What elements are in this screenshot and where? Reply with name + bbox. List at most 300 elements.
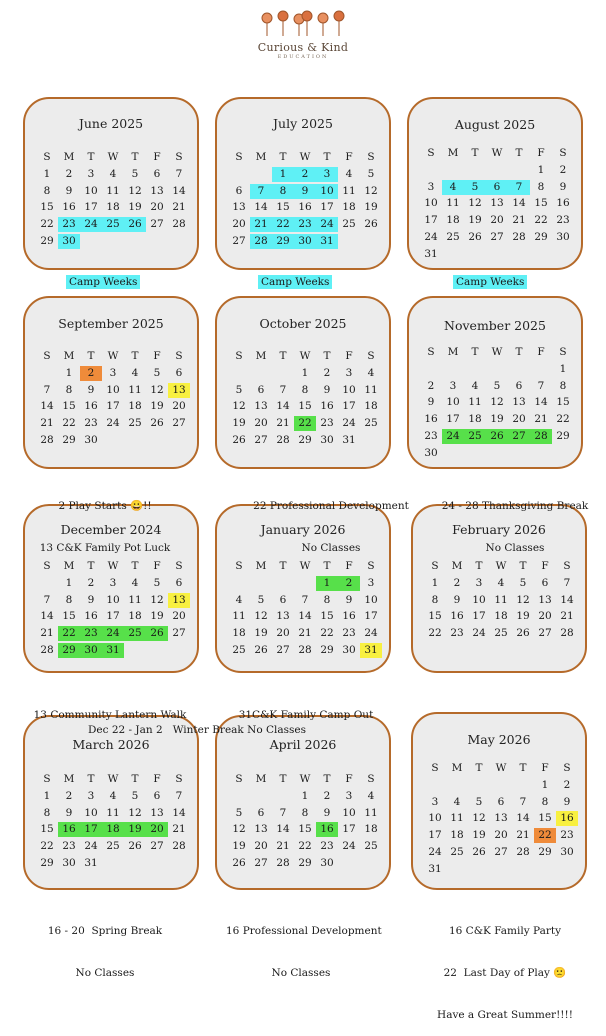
day-cell: 8 xyxy=(301,383,309,396)
day-cell: 30 xyxy=(320,434,334,446)
note-line: 22 Professional Development xyxy=(253,500,409,512)
day-cell: 12 xyxy=(364,184,378,197)
day-cell: 13 xyxy=(538,593,552,606)
weekday-header: M xyxy=(451,762,463,774)
day-cell: 15 xyxy=(40,823,54,836)
day-cell: 6 xyxy=(279,593,287,606)
day-cell: 5 xyxy=(257,593,265,606)
day-cell: 17 xyxy=(106,400,120,413)
day-cell: 22 xyxy=(320,627,334,640)
weekday-header: F xyxy=(345,350,353,362)
weekday-header: S xyxy=(431,762,439,774)
day-cell: 16 xyxy=(320,400,334,413)
day-cell: 9 xyxy=(87,383,95,396)
note-line: 13 Community Lantern Walk xyxy=(33,709,187,721)
day-cell: 21 xyxy=(534,413,548,426)
day-cell: 2 xyxy=(80,366,102,381)
day-cell: 15 xyxy=(298,400,312,413)
day-cell: 21 xyxy=(276,840,290,853)
day-cell: 14 xyxy=(254,201,268,214)
day-cell: 12 xyxy=(150,383,164,396)
weekday-header: T xyxy=(131,151,139,163)
day-cell: 7 xyxy=(175,167,183,180)
day-cell: 5 xyxy=(367,167,375,180)
day-cell: 12 xyxy=(472,812,486,825)
weekday-header: T xyxy=(279,560,287,572)
day-cell: 11 xyxy=(342,184,356,197)
day-cell: 21 xyxy=(512,214,526,227)
day-cell: 7 xyxy=(508,180,530,195)
day-cell: 19 xyxy=(128,201,142,214)
day-cell: 10 xyxy=(84,806,98,819)
day-cell: 22 xyxy=(272,217,294,232)
weekday-header: T xyxy=(471,346,479,358)
day-cell: 11 xyxy=(446,197,460,210)
note-line: 16 Professional Development xyxy=(226,925,382,937)
weekday-header: W xyxy=(299,773,311,785)
day-cell: 2 xyxy=(559,163,567,176)
day-cell: 6 xyxy=(175,366,183,379)
day-cell: 18 xyxy=(450,829,464,842)
day-cell: 3 xyxy=(345,789,353,802)
day-cell: 17 xyxy=(84,201,98,214)
day-cell: 2 xyxy=(65,789,73,802)
day-cell: 7 xyxy=(175,789,183,802)
weekday-header: F xyxy=(345,560,353,572)
day-cell: 29 xyxy=(298,857,312,869)
month-title: February 2026 xyxy=(452,522,546,537)
day-cell: 28 xyxy=(516,846,530,858)
day-cell: 24 xyxy=(364,627,378,640)
day-cell: 5 xyxy=(475,795,483,808)
weekday-header: T xyxy=(279,350,287,362)
day-cell: 6 xyxy=(257,806,265,819)
day-cell: 17 xyxy=(342,400,356,413)
weekday-header: T xyxy=(131,773,139,785)
day-cell: 7 xyxy=(301,593,309,606)
day-cell: 4 xyxy=(497,576,505,589)
weekday-header: W xyxy=(491,147,503,159)
day-cell: 4 xyxy=(453,795,461,808)
day-cell: 30 xyxy=(62,857,76,869)
day-cell: 9 xyxy=(87,593,95,606)
day-cell: 25 xyxy=(106,840,120,853)
day-cell: 23 xyxy=(320,417,334,430)
day-cell: 25 xyxy=(364,840,378,853)
day-cell: 5 xyxy=(153,576,161,589)
weekday-header: S xyxy=(43,560,51,572)
day-cell: 13 xyxy=(150,184,164,197)
day-cell: 12 xyxy=(468,197,482,210)
month-title: January 2026 xyxy=(260,522,346,537)
day-cell: 26 xyxy=(232,434,246,446)
day-cell: 20 xyxy=(146,822,168,837)
weekday-header: S xyxy=(43,773,51,785)
day-cell: 29 xyxy=(58,643,80,658)
day-cell: 19 xyxy=(150,400,164,413)
day-cell: 10 xyxy=(106,383,120,396)
weekday-header: M xyxy=(255,350,267,362)
day-cell: 16 xyxy=(298,201,312,214)
day-cell: 25 xyxy=(450,846,464,858)
day-cell: 22 xyxy=(428,627,442,640)
day-cell: 22 xyxy=(298,840,312,853)
day-cell: 19 xyxy=(150,610,164,623)
day-cell: 10 xyxy=(316,184,338,199)
day-cell: 23 xyxy=(342,627,356,640)
weekday-header: T xyxy=(515,346,523,358)
day-cell: 4 xyxy=(345,167,353,180)
day-cell: 3 xyxy=(316,167,338,182)
day-cell: 23 xyxy=(62,840,76,853)
day-cell: 15 xyxy=(538,812,552,825)
day-cell: 26 xyxy=(124,217,146,232)
day-cell: 26 xyxy=(516,627,530,640)
day-cell: 8 xyxy=(559,379,567,392)
day-cell: 6 xyxy=(153,167,161,180)
day-cell: 11 xyxy=(128,383,142,396)
day-cell: 14 xyxy=(512,197,526,210)
month-title: May 2026 xyxy=(467,732,531,747)
day-cell: 8 xyxy=(301,806,309,819)
day-cell: 17 xyxy=(424,214,438,227)
day-cell: 3 xyxy=(475,576,483,589)
weekday-header: W xyxy=(299,350,311,362)
day-cell: 30 xyxy=(294,234,316,249)
day-cell: 19 xyxy=(516,610,530,623)
day-cell: 17 xyxy=(472,610,486,623)
day-cell: 19 xyxy=(490,413,504,426)
day-cell: 27 xyxy=(490,231,504,243)
camp-weeks-label-august: Camp Weeks xyxy=(453,275,527,289)
day-cell: 5 xyxy=(235,383,243,396)
day-cell: 11 xyxy=(468,396,482,409)
day-cell: 26 xyxy=(146,626,168,641)
day-cell: 5 xyxy=(153,366,161,379)
day-cell: 30 xyxy=(342,644,356,656)
day-cell: 9 xyxy=(323,383,331,396)
weekday-header: F xyxy=(345,773,353,785)
day-cell: 18 xyxy=(364,400,378,413)
day-cell: 18 xyxy=(446,214,460,227)
weekday-header: S xyxy=(43,350,51,362)
day-cell: 9 xyxy=(65,806,73,819)
month-card xyxy=(215,97,391,270)
weekday-header: S xyxy=(367,773,375,785)
camp-weeks-label-july: Camp Weeks xyxy=(258,275,332,289)
weekday-header: S xyxy=(175,773,183,785)
note-line: No Classes xyxy=(301,542,361,554)
weekday-header: W xyxy=(107,773,119,785)
day-cell: 3 xyxy=(427,180,435,193)
day-cell: 7 xyxy=(43,383,51,396)
day-cell: 30 xyxy=(320,857,334,869)
day-cell: 1 xyxy=(43,789,51,802)
note-line: 24 - 28 Thanksgiving Break xyxy=(441,500,589,512)
day-cell: 27 xyxy=(276,644,290,656)
weekday-header: M xyxy=(255,151,267,163)
day-cell: 13 xyxy=(494,812,508,825)
day-cell: 28 xyxy=(530,429,552,444)
day-cell: 3 xyxy=(345,366,353,379)
day-cell: 4 xyxy=(131,366,139,379)
weekday-header: T xyxy=(131,350,139,362)
weekday-header: M xyxy=(447,147,459,159)
day-cell: 17 xyxy=(428,829,442,842)
month-title: December 2024 xyxy=(60,522,162,537)
weekday-header: T xyxy=(519,560,527,572)
day-cell: 17 xyxy=(80,822,102,837)
day-cell: 9 xyxy=(427,396,435,409)
day-cell: 23 xyxy=(560,829,574,842)
weekday-header: F xyxy=(537,147,545,159)
day-cell: 3 xyxy=(109,576,117,589)
month-card xyxy=(407,97,583,270)
note-line: 31C&K Family Camp Out xyxy=(238,709,374,721)
note-may xyxy=(430,896,580,1036)
day-cell: 10 xyxy=(472,593,486,606)
day-cell: 16 xyxy=(62,201,76,214)
day-cell: 24 xyxy=(316,217,338,232)
day-cell: 1 xyxy=(541,778,549,791)
day-cell: 22 xyxy=(534,828,556,843)
logo xyxy=(253,8,353,64)
day-cell: 28 xyxy=(250,234,272,249)
weekday-header: T xyxy=(323,151,331,163)
note-line: 16 C&K Family Party xyxy=(448,925,562,937)
day-cell: 27 xyxy=(494,846,508,858)
note-line: Dec 22 - Jan 2 Winter Break No Classes xyxy=(88,724,307,736)
day-cell: 25 xyxy=(124,626,146,641)
weekday-header: S xyxy=(559,346,567,358)
day-cell: 13 xyxy=(168,383,190,398)
flowers-logo-icon xyxy=(253,8,353,38)
day-cell: 20 xyxy=(172,610,186,623)
day-cell: 24 xyxy=(428,846,442,858)
day-cell: 5 xyxy=(464,180,486,195)
day-cell: 15 xyxy=(40,201,54,214)
day-cell: 17 xyxy=(364,610,378,623)
day-cell: 24 xyxy=(472,627,486,640)
day-cell: 30 xyxy=(560,846,574,858)
day-cell: 12 xyxy=(232,400,246,413)
weekday-header: S xyxy=(563,762,571,774)
weekday-header: T xyxy=(519,762,527,774)
day-cell: 21 xyxy=(250,217,272,232)
day-cell: 30 xyxy=(58,234,80,249)
day-cell: 5 xyxy=(235,806,243,819)
day-cell: 18 xyxy=(106,201,120,214)
day-cell: 23 xyxy=(424,430,438,442)
day-cell: 9 xyxy=(323,806,331,819)
day-cell: 18 xyxy=(342,201,356,214)
day-cell: 1 xyxy=(301,366,309,379)
day-cell: 18 xyxy=(494,610,508,623)
weekday-header: S xyxy=(367,350,375,362)
day-cell: 25 xyxy=(128,417,142,430)
day-cell: 1 xyxy=(559,362,567,375)
day-cell: 25 xyxy=(342,218,356,231)
day-cell: 18 xyxy=(364,823,378,836)
day-cell: 24 xyxy=(424,231,438,243)
day-cell: 20 xyxy=(232,218,246,231)
day-cell: 11 xyxy=(364,806,378,819)
weekday-header: F xyxy=(345,151,353,163)
day-cell: 20 xyxy=(512,413,526,426)
day-cell: 25 xyxy=(494,627,508,640)
day-cell: 27 xyxy=(150,840,164,853)
day-cell: 28 xyxy=(172,840,186,853)
day-cell: 13 xyxy=(512,396,526,409)
day-cell: 6 xyxy=(153,789,161,802)
day-cell: 18 xyxy=(232,627,246,640)
day-cell: 19 xyxy=(232,840,246,853)
day-cell: 17 xyxy=(342,823,356,836)
day-cell: 29 xyxy=(320,644,334,656)
day-cell: 28 xyxy=(40,434,54,446)
weekday-header: T xyxy=(87,560,95,572)
day-cell: 26 xyxy=(486,429,508,444)
weekday-header: W xyxy=(495,762,507,774)
note-november xyxy=(440,471,590,569)
day-cell: 10 xyxy=(342,383,356,396)
note-october xyxy=(246,471,416,569)
day-cell: 26 xyxy=(232,857,246,869)
day-cell: 28 xyxy=(298,644,312,656)
weekday-header: M xyxy=(255,560,267,572)
day-cell: 1 xyxy=(316,576,338,591)
day-cell: 24 xyxy=(106,417,120,430)
day-cell: 12 xyxy=(490,396,504,409)
day-cell: 26 xyxy=(150,417,164,430)
day-cell: 29 xyxy=(556,430,570,442)
day-cell: 27 xyxy=(150,218,164,231)
day-cell: 21 xyxy=(40,627,54,640)
day-cell: 9 xyxy=(65,184,73,197)
day-cell: 20 xyxy=(172,400,186,413)
day-cell: 14 xyxy=(534,396,548,409)
weekday-header: S xyxy=(559,147,567,159)
day-cell: 23 xyxy=(450,627,464,640)
day-cell: 25 xyxy=(464,429,486,444)
day-cell: 14 xyxy=(276,400,290,413)
weekday-header: T xyxy=(475,560,483,572)
day-cell: 31 xyxy=(84,857,98,869)
day-cell: 3 xyxy=(109,366,117,379)
day-cell: 14 xyxy=(40,610,54,623)
weekday-header: S xyxy=(367,560,375,572)
day-cell: 13 xyxy=(232,201,246,214)
day-cell: 23 xyxy=(80,626,102,641)
day-cell: 21 xyxy=(40,417,54,430)
day-cell: 12 xyxy=(516,593,530,606)
day-cell: 20 xyxy=(490,214,504,227)
day-cell: 2 xyxy=(87,576,95,589)
day-cell: 26 xyxy=(128,840,142,853)
day-cell: 7 xyxy=(563,576,571,589)
day-cell: 21 xyxy=(516,829,530,842)
day-cell: 16 xyxy=(84,610,98,623)
day-cell: 2 xyxy=(294,167,316,182)
day-cell: 22 xyxy=(534,214,548,227)
weekday-header: W xyxy=(107,560,119,572)
weekday-header: S xyxy=(367,151,375,163)
day-cell: 7 xyxy=(279,806,287,819)
day-cell: 1 xyxy=(537,163,545,176)
day-cell: 14 xyxy=(172,184,186,197)
day-cell: 15 xyxy=(276,201,290,214)
day-cell: 15 xyxy=(62,400,76,413)
day-cell: 24 xyxy=(342,417,356,430)
day-cell: 15 xyxy=(298,823,312,836)
day-cell: 4 xyxy=(109,789,117,802)
month-card xyxy=(23,296,199,469)
weekday-header: T xyxy=(87,151,95,163)
month-title: July 2025 xyxy=(273,116,333,131)
day-cell: 31 xyxy=(428,862,442,875)
brand-tagline: EDUCATION xyxy=(277,54,329,60)
weekday-header: M xyxy=(63,151,75,163)
note-line: 2 Play Starts 😀!! xyxy=(58,500,152,512)
day-cell: 23 xyxy=(58,217,80,232)
day-cell: 8 xyxy=(43,806,51,819)
day-cell: 6 xyxy=(486,180,508,195)
day-cell: 8 xyxy=(272,184,294,199)
day-cell: 28 xyxy=(276,857,290,869)
day-cell: 14 xyxy=(40,400,54,413)
weekday-header: W xyxy=(299,151,311,163)
weekday-header: M xyxy=(447,346,459,358)
day-cell: 4 xyxy=(109,167,117,180)
day-cell: 28 xyxy=(276,434,290,446)
day-cell: 13 xyxy=(150,806,164,819)
day-cell: 21 xyxy=(276,417,290,430)
day-cell: 9 xyxy=(294,184,316,199)
weekday-header: T xyxy=(131,560,139,572)
day-cell: 11 xyxy=(494,593,508,606)
day-cell: 18 xyxy=(128,400,142,413)
weekday-header: W xyxy=(491,346,503,358)
day-cell: 8 xyxy=(65,383,73,396)
day-cell: 27 xyxy=(538,627,552,640)
weekday-header: F xyxy=(153,151,161,163)
day-cell: 6 xyxy=(257,383,265,396)
day-cell: 11 xyxy=(232,610,246,623)
weekday-header: S xyxy=(175,151,183,163)
day-cell: 24 xyxy=(80,217,102,232)
weekday-header: S xyxy=(175,560,183,572)
weekday-header: T xyxy=(87,773,95,785)
day-cell: 3 xyxy=(449,379,457,392)
month-title: August 2025 xyxy=(454,117,536,132)
day-cell: 2 xyxy=(65,167,73,180)
day-cell: 29 xyxy=(298,434,312,446)
day-cell: 16 xyxy=(342,610,356,623)
day-cell: 21 xyxy=(172,823,186,836)
day-cell: 16 xyxy=(556,811,578,826)
day-cell: 25 xyxy=(364,417,378,430)
day-cell: 13 xyxy=(254,823,268,836)
day-cell: 1 xyxy=(431,576,439,589)
day-cell: 9 xyxy=(559,180,567,193)
day-cell: 4 xyxy=(367,789,375,802)
weekday-header: W xyxy=(107,350,119,362)
day-cell: 2 xyxy=(563,778,571,791)
weekday-header: M xyxy=(63,350,75,362)
day-cell: 19 xyxy=(124,822,146,837)
day-cell: 3 xyxy=(87,789,95,802)
day-cell: 1 xyxy=(43,167,51,180)
